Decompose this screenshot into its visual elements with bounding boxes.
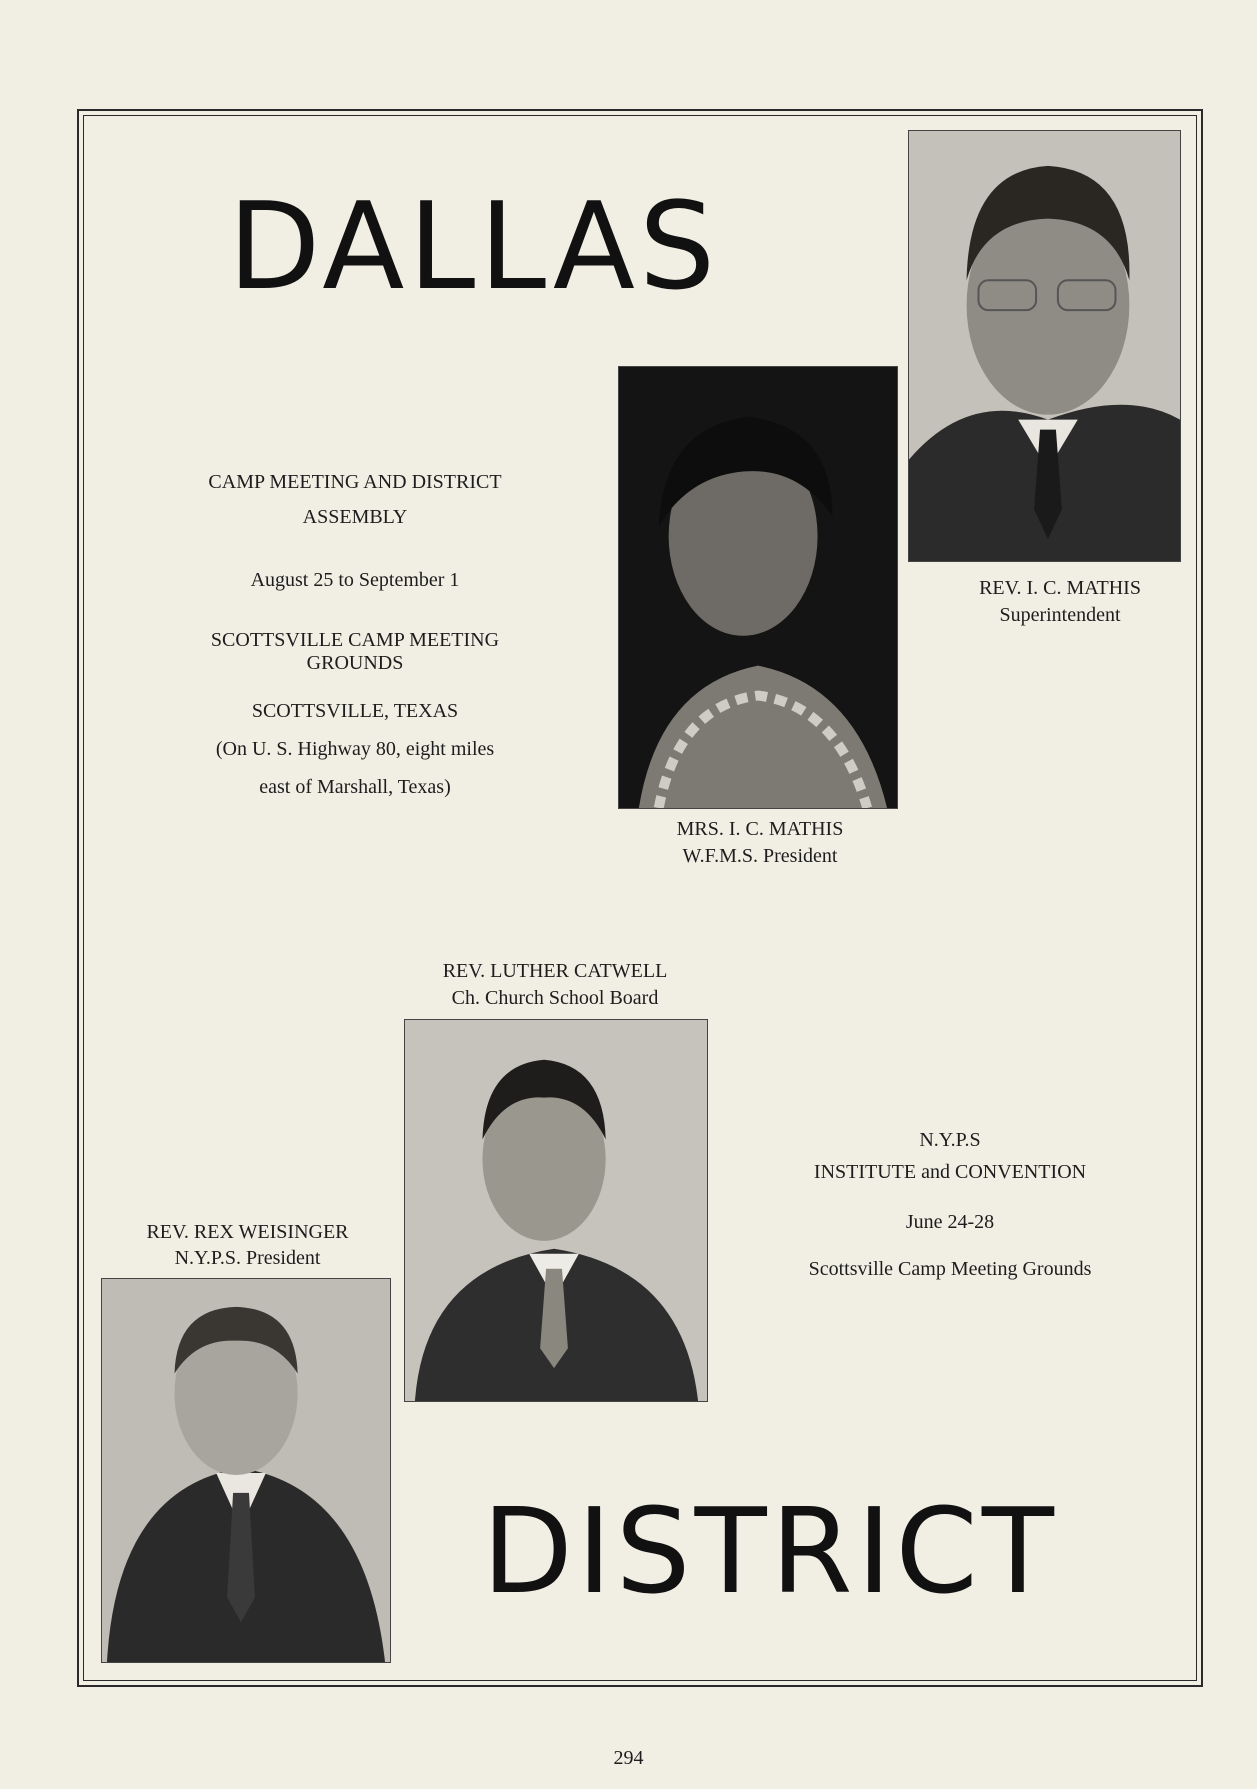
photo-mrs-i-c-mathis bbox=[618, 366, 898, 809]
photo-rev-i-c-mathis bbox=[908, 130, 1181, 562]
camp-meeting-location-line2: east of Marshall, Texas) bbox=[259, 776, 451, 798]
caption-rev-i-c-mathis-role: Superintendent bbox=[999, 604, 1121, 626]
nyps-line2: INSTITUTE and CONVENTION bbox=[813, 1161, 1087, 1183]
camp-meeting-heading-line1: CAMP MEETING AND DISTRICT bbox=[208, 471, 502, 493]
page-title-dallas: DALLAS bbox=[228, 178, 720, 317]
nyps-dates: June 24-28 bbox=[905, 1211, 995, 1233]
camp-meeting-location-line1: (On U. S. Highway 80, eight miles bbox=[215, 738, 495, 760]
caption-rev-i-c-mathis-name: REV. I. C. MATHIS bbox=[979, 577, 1141, 599]
caption-rev-rex-weisinger-role: N.Y.P.S. President bbox=[174, 1247, 321, 1269]
camp-meeting-heading-line2: ASSEMBLY bbox=[302, 506, 408, 528]
page-title-district: DISTRICT bbox=[482, 1482, 1058, 1620]
nyps-line1: N.Y.P.S bbox=[919, 1129, 981, 1151]
camp-meeting-city: SCOTTSVILLE, TEXAS bbox=[251, 700, 459, 722]
photo-rev-rex-weisinger bbox=[101, 1278, 391, 1663]
camp-meeting-venue-line2: GROUNDS bbox=[306, 652, 404, 674]
caption-mrs-i-c-mathis-name: MRS. I. C. MATHIS bbox=[676, 818, 844, 840]
camp-meeting-venue-line1: SCOTTSVILLE CAMP MEETING bbox=[210, 629, 500, 651]
caption-rev-luther-catwell-name: REV. LUTHER CATWELL bbox=[442, 960, 668, 982]
page-number: 294 bbox=[613, 1747, 644, 1769]
photo-rev-luther-catwell bbox=[404, 1019, 708, 1402]
caption-rev-rex-weisinger-name: REV. REX WEISINGER bbox=[146, 1221, 349, 1243]
caption-rev-luther-catwell-role: Ch. Church School Board bbox=[451, 987, 659, 1009]
caption-mrs-i-c-mathis-role: W.F.M.S. President bbox=[682, 845, 838, 867]
camp-meeting-dates: August 25 to September 1 bbox=[250, 569, 460, 591]
nyps-venue: Scottsville Camp Meeting Grounds bbox=[808, 1258, 1092, 1280]
